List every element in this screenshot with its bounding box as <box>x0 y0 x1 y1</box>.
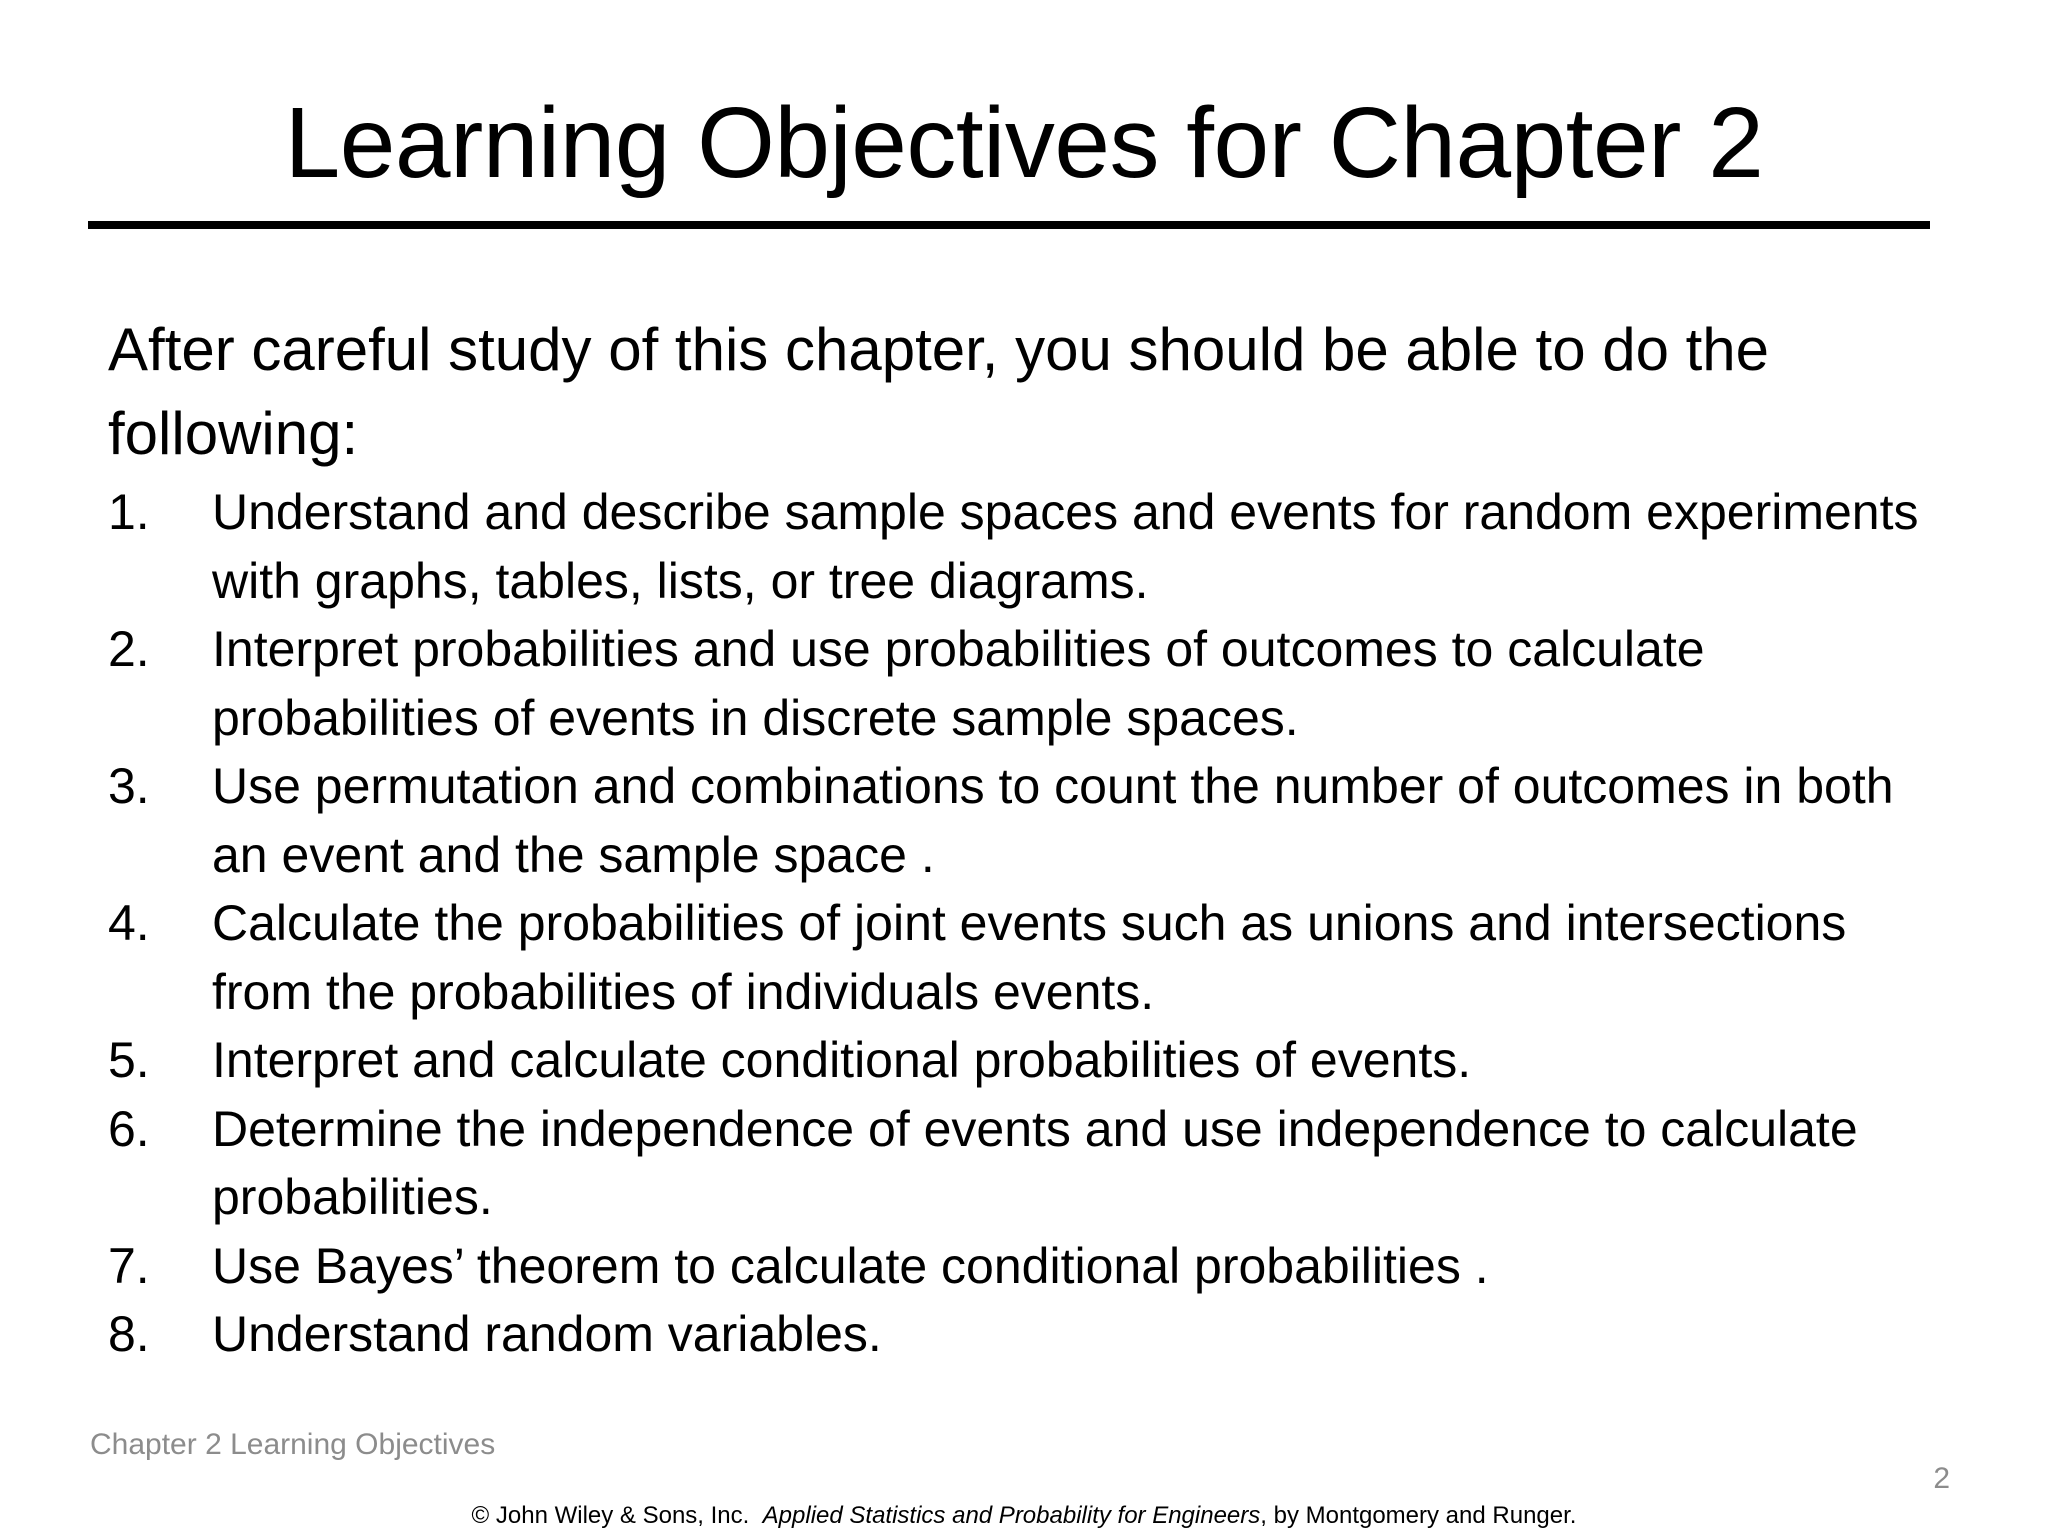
copyright-notice <box>0 1502 2048 1530</box>
objective-item <box>108 1300 1948 1369</box>
copyright-book-title: Applied Statistics and Probability for Engineers <box>762 1502 1261 1529</box>
objective-text: Use Bayes’ theorem to calculate conditional probabilities . <box>212 1237 1489 1294</box>
objective-text: Interpret probabilities and use probabilities of outcomes to calculate probabilities of events in discrete sample spaces. <box>212 621 1705 746</box>
objective-number: 6. <box>108 1100 150 1157</box>
title-underline <box>88 221 1930 229</box>
objective-text: Determine the independence of events and use independence to calculate probabilities. <box>212 1100 1858 1225</box>
objective-text: Interpret and calculate conditional probabilities of events. <box>212 1032 1472 1088</box>
objective-text: Understand random variables. <box>212 1306 882 1362</box>
objective-text: Use permutation and combinations to count the number of outcomes in both an event and the sample space . <box>212 758 1894 883</box>
objective-item <box>108 615 1948 752</box>
objective-number: 2. <box>108 621 150 677</box>
objective-text: Calculate the probabilities of joint events such as unions and intersections from the probabilities of individuals events. <box>212 895 1847 1020</box>
objectives-list <box>108 478 1948 1369</box>
page-number: 2 <box>1933 1462 1950 1495</box>
slide-title: Learning Objectives for Chapter 2 <box>284 87 1764 199</box>
objective-number: 5. <box>108 1032 150 1088</box>
objective-number: 4. <box>108 895 150 951</box>
objective-item <box>108 889 1948 1026</box>
objective-number: 3. <box>108 758 150 814</box>
objective-number: 8. <box>108 1306 150 1362</box>
objective-item <box>108 1026 1948 1095</box>
copyright-suffix: , by Montgomery and Runger. <box>1260 1502 1577 1529</box>
objective-item <box>108 1095 1948 1232</box>
objective-item <box>108 478 1948 615</box>
objective-item <box>108 752 1948 889</box>
objective-item <box>108 1232 1948 1301</box>
objective-text: Understand and describe sample spaces and events for random experiments with graphs, tables, lists, or tree diagrams. <box>212 484 1919 609</box>
footer-chapter-label: Chapter 2 Learning Objectives <box>90 1428 496 1461</box>
intro-text: After careful study of this chapter, you should be able to do the following: <box>108 316 1770 467</box>
objective-number: 1. <box>108 484 150 540</box>
objective-number: 7. <box>108 1237 150 1294</box>
copyright-prefix: © John Wiley & Sons, Inc. <box>471 1502 763 1529</box>
